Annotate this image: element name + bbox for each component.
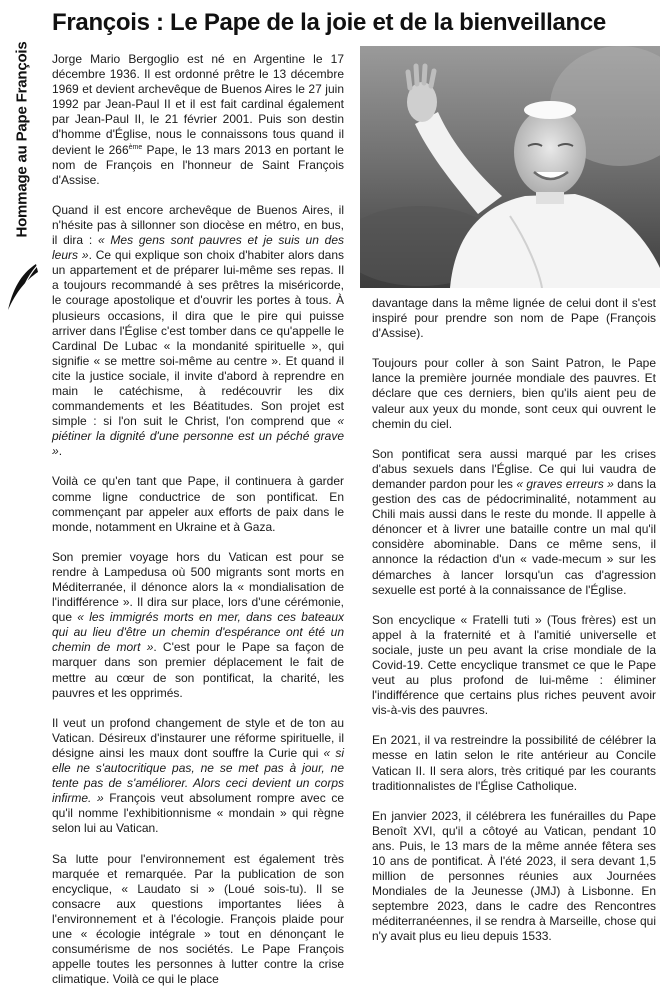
- paragraph-text: François veut absolument rompre avec ce qu'il nomme l'exhibitionnisme « mondain » qui règne selon lui au Vatican.: [52, 791, 344, 836]
- pope-waving-image: [360, 46, 660, 288]
- paragraph-text: Quand il est encore archevêque de Buenos Aires, il n'hésite pas à sillonner son diocèse en métro, en bus, il dira :: [52, 202, 344, 248]
- quote: « graves erreurs »: [516, 476, 614, 491]
- paragraph-fratelli-tutti: Son encyclique « Fratelli tuti » (Tous frères) est un appel à la fraternité et à l'amitié universelle et sociale, juste un peu avant la crise mondiale de la Covid-19. Cette encyclique transmet ce que le Pape veut au plus profond de lui-même : éliminer l'indifférence que certains plus riches peuvent avoir vis-à-vis des pauvres.: [372, 612, 656, 718]
- paragraph-latin-mass: En 2021, il va restreindre la possibilité de célébrer la messe en latin selon le rite antérieur au Concile Vatican II. Il sera alors, très critiqué par les courants traditionnalistes de l'Église Catholique.: [372, 733, 656, 793]
- swoosh-logo-icon: [6, 262, 40, 314]
- quote: « piétiner la dignité d'une personne est un péché grave »: [52, 414, 344, 459]
- side-banner: [0, 0, 44, 320]
- paragraph-poor-day: Toujours pour coller à son Saint Patron, le Pape lance la première journée mondiale des pauvres. Et déclare que ces derniers, bien qu'ils aient peu de valeur aux yeux du monde, sont ceux qui ouvrent le chemin du ciel.: [372, 356, 656, 431]
- paragraph-2023: En janvier 2023, il célébrera les funérailles du Pape Benoît XVI, qu'il a côtoyé au Vatican, pendant 10 ans. Puis, le 13 mars de la même année fêtera ses 10 ans de pontificat. À l'été 2023, il sera devant 1,5 million de personnes réunies aux Journées Mondiales de la Jeunesse (JMJ) à Lisbonne. En septembre 2023, dans le cadre des Rencontres méditerranéennes, il se rendra à Marseille, chose qui n'y avait plus eu lieu depuis 1533.: [372, 808, 656, 944]
- paragraph-lampedusa: [52, 550, 344, 701]
- paragraph-buenos-aires: [52, 203, 344, 460]
- paragraph-text: Pape, le 13 mars 2013 en portant le nom de François en l'honneur de Saint François d'Assise.: [52, 142, 344, 187]
- article-title: François : Le Pape de la joie et de la bienveillance: [52, 9, 606, 36]
- paragraph-abuse-crisis: [372, 447, 656, 598]
- pope-photo: [360, 46, 660, 288]
- paragraph-text: Il veut un profond changement de style et de ton au Vatican. Désireux d'instaurer une réforme spirituelle, il désigne ainsi les maux dont souffre la Curie qui: [52, 715, 344, 760]
- paragraph-text: .: [58, 444, 63, 459]
- side-banner-title: [8, 10, 36, 268]
- paragraph-environment: Sa lutte pour l'environnement est également très marquée et remarquée. Par la publication de son encyclique, « Laudato si » (Loué sois-tu). Il se consacre aux questions importantes liées à l'environnement et à l'écologie. François plaide pour une « écologie intégrale » tout en dénonçant le consumérisme de nos sociétés. Le Pape François appelle toutes les personnes à lutter contre la crise climatique. Voilà ce qui le place: [52, 851, 344, 987]
- left-column: [52, 52, 344, 1002]
- paragraph-text: dans la gestion des cas de pédocriminalité, notamment au Chili mais aussi dans le reste du monde. Il appelle à dénoncer et à livrer une bataille contre un mal qu'il considère abominable. Dans ce même sens, il annonce la rédaction d'un « vade-mecum » sur les démarches à lancer lorsqu'un cas d'agression sexuelle est porté à la connaissance de l'Église.: [372, 476, 656, 597]
- paragraph-vatican-reform: [52, 716, 344, 837]
- quote: « Mes gens sont pauvres et je suis un des leurs »: [52, 233, 344, 263]
- right-column: [372, 296, 656, 960]
- paragraph-text: Son premier voyage hors du Vatican est pour se rendre à Lampedusa où 500 migrants sont morts en Méditerranée, il dénonce alors la « mondialisation de l'indifférence ». Il dira sur place, lors d'une cérémonie, que: [52, 549, 344, 625]
- paragraph-biography: [52, 52, 344, 188]
- paragraph-text: Jorge Mario Bergoglio est né en Argentine le 17 décembre 1936. Il est ordonné prêtre le 13 décembre 1969 et devient archevêque de Buenos Aires le 27 juin 1992 par Jean-Paul II et il est fait cardinal également par Jean-Paul II, le 21 février 2001. Puis son destin d'homme d'Église, nous le connaissons tous quand il devient le 266: [52, 52, 344, 157]
- paragraph-peace: Voilà ce qu'en tant que Pape, il continuera à garder comme ligne conductrice de son pontificat. En commençant par appeler aux efforts de paix dans le monde, notamment en Ukraine et à Gaza.: [52, 474, 344, 534]
- quote: « les immigrés morts en mer, dans ces bateaux qui au lieu d'être un chemin d'espérance ont été un chemin de mort »: [52, 610, 345, 655]
- paragraph-text: . Ce qui explique son choix d'habiter alors dans un appartement et de préparer lui-même ses repas. Il a toujours recommandé à ses prêtres la miséricorde, le courage apostolique et d'ouvrir les portes à tous. À plusieurs occasions, il dira que le pire qui puisse arriver dans l'Église c'est tomber dans ce qu'appelle le Cardinal De Lubac « la mondanité spirituelle », qui signifie « se mettre soi-même au centre ». Et quand il cite la justice sociale, il invite d'abord à reprendre en main le catéchisme, à redécouvrir les dix commandements et les Béatitudes. Son projet est simple : si l'on suit le Christ, l'on comprend que: [52, 248, 344, 429]
- paragraph-text: . C'est pour le Pape sa façon de marquer dans son premier déplacement le fait de mettre au cœur de son pontificat, la charité, les pauvres et les opprimés.: [52, 640, 344, 700]
- side-banner-label: Hommage au Pape François: [13, 40, 31, 238]
- ordinal-superscript: ème: [128, 143, 143, 151]
- paragraph-francis-assisi: davantage dans la même lignée de celui dont il s'est inspiré pour prendre son nom de Pape (François d'Assise).: [372, 296, 656, 341]
- quote: « si elle ne s'autocritique pas, ne se met pas à jour, ne tente pas de s'améliorer. Alors ceci devient un corps infirme. »: [52, 745, 344, 806]
- paragraph-text: Son pontificat sera aussi marqué par les crises d'abus sexuels dans l'Église. Ce qui lui vaudra de demander pardon pour les: [372, 446, 656, 491]
